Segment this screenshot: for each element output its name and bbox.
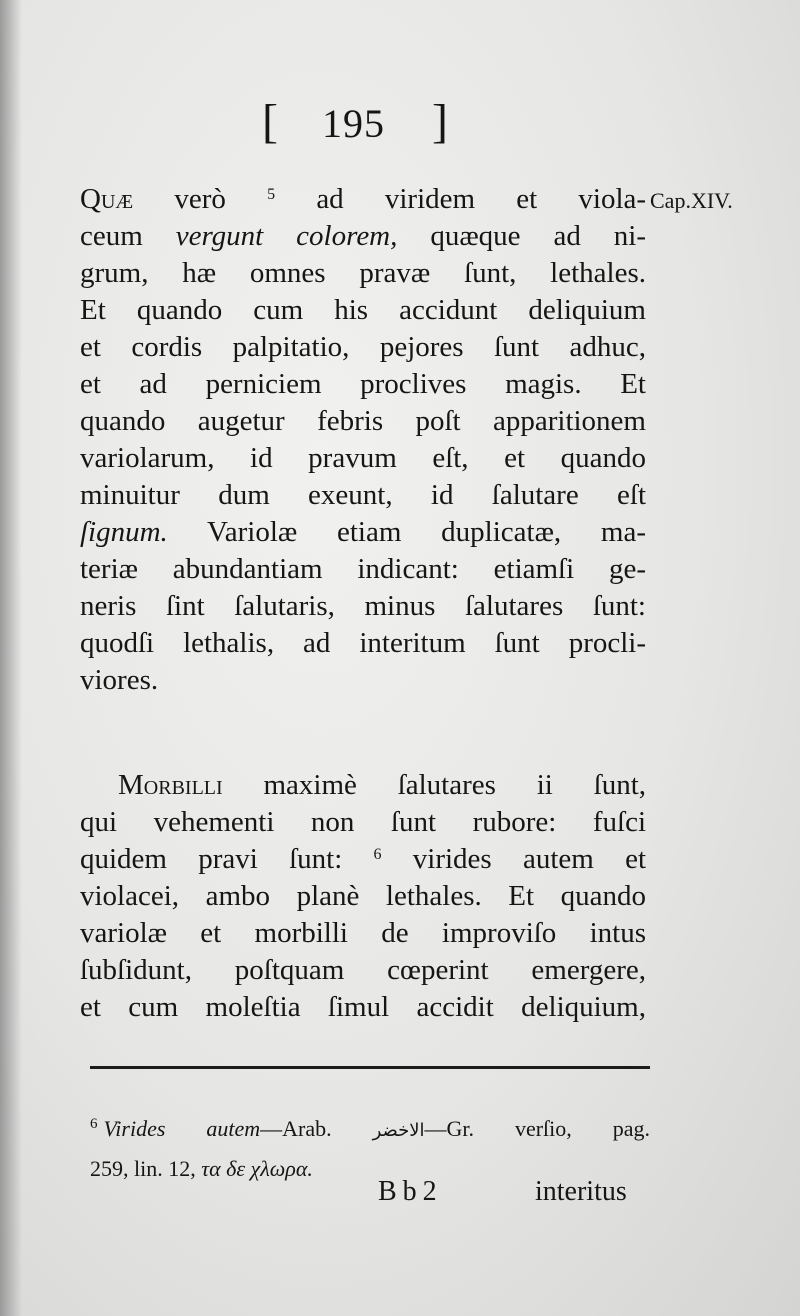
text-line: teriæ abundantiam indicant: etiamſi ge- <box>80 553 646 585</box>
page-header <box>262 92 462 152</box>
text-line: Morbilli maximè ſalutares ii ſunt, <box>118 769 646 801</box>
greek-phrase: τα δε χλωρα. <box>201 1156 313 1181</box>
italic-word: ſignum. <box>80 516 168 548</box>
arabic-word: الاخضر <box>372 1120 425 1141</box>
text-line: quodſi lethalis, ad interitum ſunt procli- <box>80 627 646 659</box>
text-line: et ad perniciem proclives magis. Et <box>80 368 646 400</box>
footnote-line-2: 259, lin. 12, τα δε χλωρα. <box>90 1156 313 1181</box>
catchword: interitus <box>535 1176 627 1207</box>
paragraph-lead-word: Quæ <box>80 183 134 215</box>
text-line: Quæ verò $^5$ ad viridem et viola- <box>80 183 646 215</box>
text-line: grum, hæ omnes pravæ ſunt, lethales. <box>80 257 646 289</box>
paragraph-1 <box>80 181 646 699</box>
text-line: quando augetur febris poſt apparitionem <box>80 405 646 437</box>
note-marker: 6 <box>373 846 382 863</box>
text-line: ſubſidunt, poſtquam cœperint emergere, <box>80 954 646 986</box>
page-number: 195 <box>322 101 385 146</box>
text-line: variolæ et morbilli de improviſo intus <box>80 917 646 949</box>
text-line: ſignum. Variolæ etiam duplicatæ, ma- <box>80 516 646 548</box>
chapter-margin-note: Cap.XIV. <box>650 188 733 213</box>
text-line: Et quando cum his accidunt deliquium <box>80 294 646 326</box>
text-line: ceum vergunt colorem, quæque ad ni- <box>80 220 646 252</box>
printer-signature: Bb2 <box>378 1176 443 1207</box>
text-line: quidem pravi ſunt: $^6$ virides autem et <box>80 843 646 875</box>
footnote-marker: 6 <box>90 1116 98 1132</box>
text-line: violacei, ambo planè lethales. Et quando <box>80 880 646 912</box>
footnote-italic: Virides autem <box>103 1116 261 1141</box>
footnote-rule <box>90 1066 650 1069</box>
text-line: qui vehementi non ſunt rubore: fuſci <box>80 806 646 838</box>
italic-phrase: vergunt colorem, <box>175 220 398 252</box>
text-line: et cordis palpitatio, pejores ſunt adhuc, <box>80 331 646 363</box>
text-line: viores. <box>80 664 159 696</box>
text-line: variolarum, id pravum eſt, et quando <box>80 442 646 474</box>
note-marker: 5 <box>267 186 276 203</box>
paragraph-lead-word: Morbilli <box>118 769 223 801</box>
text-line: neris ſint ſalutaris, minus ſalutares ſunt: <box>80 590 646 622</box>
header-left-bracket: [ <box>262 95 278 148</box>
header-right-bracket: ] <box>432 95 448 148</box>
page-gutter-shadow <box>0 0 22 1316</box>
footnote-line-1: $^6$ Virides autem—Arab. الاخضر—Gr. verſio, pag. <box>90 1116 650 1141</box>
text-line: et cum moleſtia ſimul accidit deliquium, <box>80 991 646 1023</box>
paragraph-2 <box>80 767 646 1026</box>
text-line: minuitur dum exeunt, id ſalutare eſt <box>80 479 646 511</box>
